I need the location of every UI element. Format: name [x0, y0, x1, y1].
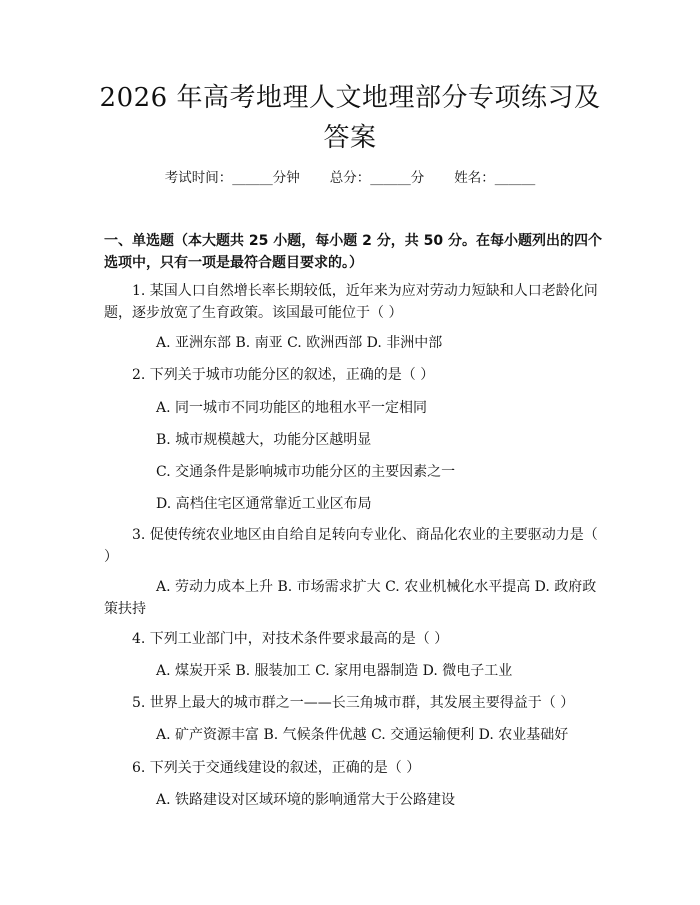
- exam-score: 总分：______分: [329, 170, 425, 186]
- section-heading: 一、单选题（本大题共 25 小题，每小题 2 分，共 50 分。在每小题列出的四个选项中，只有一项是最符合题目要求的。）: [104, 233, 602, 271]
- question-5-stem: 5. 世界上最大的城市群之一——长三角城市群，其发展主要得益于（ ）: [132, 695, 575, 711]
- question-6-option-a: A. 铁路建设对区域环境的影响通常大于公路建设: [156, 792, 456, 808]
- question-2-stem: 2. 下列关于城市功能分区的叙述，正确的是（ ）: [132, 367, 435, 383]
- exam-name: 姓名：______: [454, 170, 536, 186]
- question-5-options: A. 矿产资源丰富 B. 气候条件优越 C. 交通运输便利 D. 农业基础好: [156, 727, 569, 743]
- document-title: 2026 年高考地理人文地理部分专项练习及答案: [99, 83, 601, 153]
- exam-info: [0, 168, 700, 188]
- question-2-option-b: B. 城市规模越大，功能分区越明显: [156, 432, 372, 448]
- question-2-option-d: D. 高档住宅区通常靠近工业区布局: [156, 496, 372, 512]
- question-1-options: A. 亚洲东部 B. 南亚 C. 欧洲西部 D. 非洲中部: [156, 335, 443, 351]
- question-2-option-c: C. 交通条件是影响城市功能分区的主要因素之一: [156, 464, 456, 480]
- question-4-stem: 4. 下列工业部门中，对技术条件要求最高的是（ ）: [132, 631, 449, 647]
- question-3-options: A. 劳动力成本上升 B. 市场需求扩大 C. 农业机械化水平提高 D. 政府政策扶持: [104, 579, 597, 617]
- question-3-stem: 3. 促使传统农业地区由自给自足转向专业化、商品化农业的主要驱动力是（ ）: [104, 527, 598, 565]
- question-2-option-a: A. 同一城市不同功能区的地租水平一定相同: [156, 400, 428, 416]
- exam-time: 考试时间：______分钟: [164, 170, 300, 186]
- question-4-options: A. 煤炭开采 B. 服装加工 C. 家用电器制造 D. 微电子工业: [156, 663, 513, 679]
- question-1-stem: 1. 某国人口自然增长率长期较低，近年来为应对劳动力短缺和人口老龄化问题，逐步放宽了生育政策。该国最可能位于（ ）: [104, 283, 598, 321]
- question-6-stem: 6. 下列关于交通线建设的叙述，正确的是（ ）: [132, 760, 421, 776]
